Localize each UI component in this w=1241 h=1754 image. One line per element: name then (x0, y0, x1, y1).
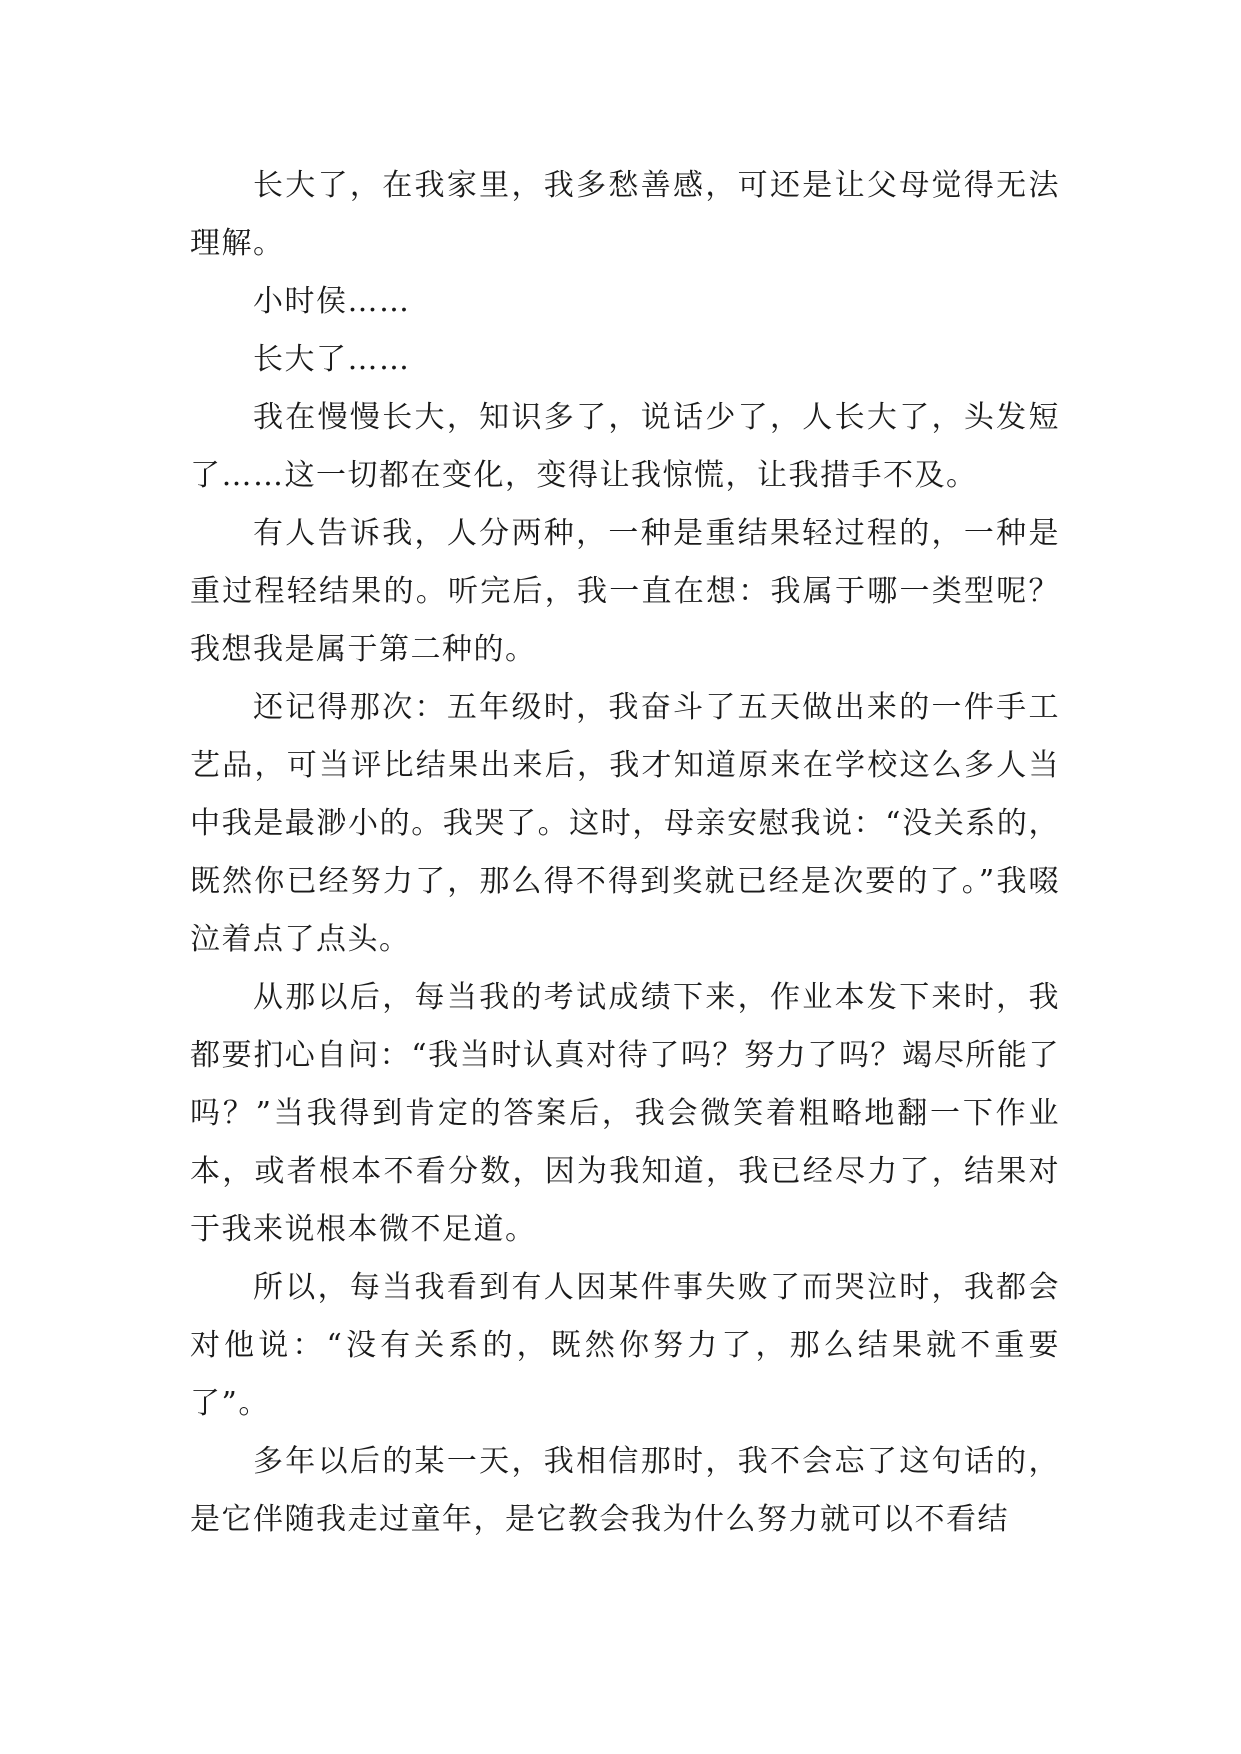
paragraph-7: 从那以后，每当我的考试成绩下来，作业本发下来时，我都要扪心自问：“我当时认真对待了吗？努力了吗？竭尽所能了吗？”当我得到肯定的答案后，我会微笑着粗略地翻一下作业本，或者根本不看分数，因为我知道，我已经尽力了，结果对于我来说根本微不足道。 (190, 980, 1060, 1247)
paragraph-3: 长大了…… (253, 342, 411, 377)
paragraph-1: 长大了，在我家里，我多愁善感，可还是让父母觉得无法理解。 (190, 168, 1060, 261)
paragraph-8: 所以，每当我看到有人因某件事失败了而哭泣时，我都会对他说：“没有关系的，既然你努力了，那么结果就不重要了”。 (190, 1270, 1060, 1421)
paragraph-4: 我在慢慢长大，知识多了，说话少了，人长大了，头发短了……这一切都在变化，变得让我惊慌，让我措手不及。 (190, 400, 1060, 493)
paragraph-9: 多年以后的某一天，我相信那时，我不会忘了这句话的，是它伴随我走过童年，是它教会我为什么努力就可以不看结 (190, 1444, 1060, 1537)
paragraph-2: 小时侯…… (253, 284, 411, 319)
paragraph-6: 还记得那次：五年级时，我奋斗了五天做出来的一件手工艺品，可当评比结果出来后，我才知道原来在学校这么多人当中我是最渺小的。我哭了。这时，母亲安慰我说：“没关系的，既然你已经努力了，那么得不得到奖就已经是次要的了。”我啜泣着点了点头。 (190, 690, 1060, 957)
document-body (190, 157, 1060, 1549)
paragraph-5: 有人告诉我，人分两种，一种是重结果轻过程的，一种是重过程轻结果的。听完后，我一直在想：我属于哪一类型呢？我想我是属于第二种的。 (190, 516, 1060, 667)
